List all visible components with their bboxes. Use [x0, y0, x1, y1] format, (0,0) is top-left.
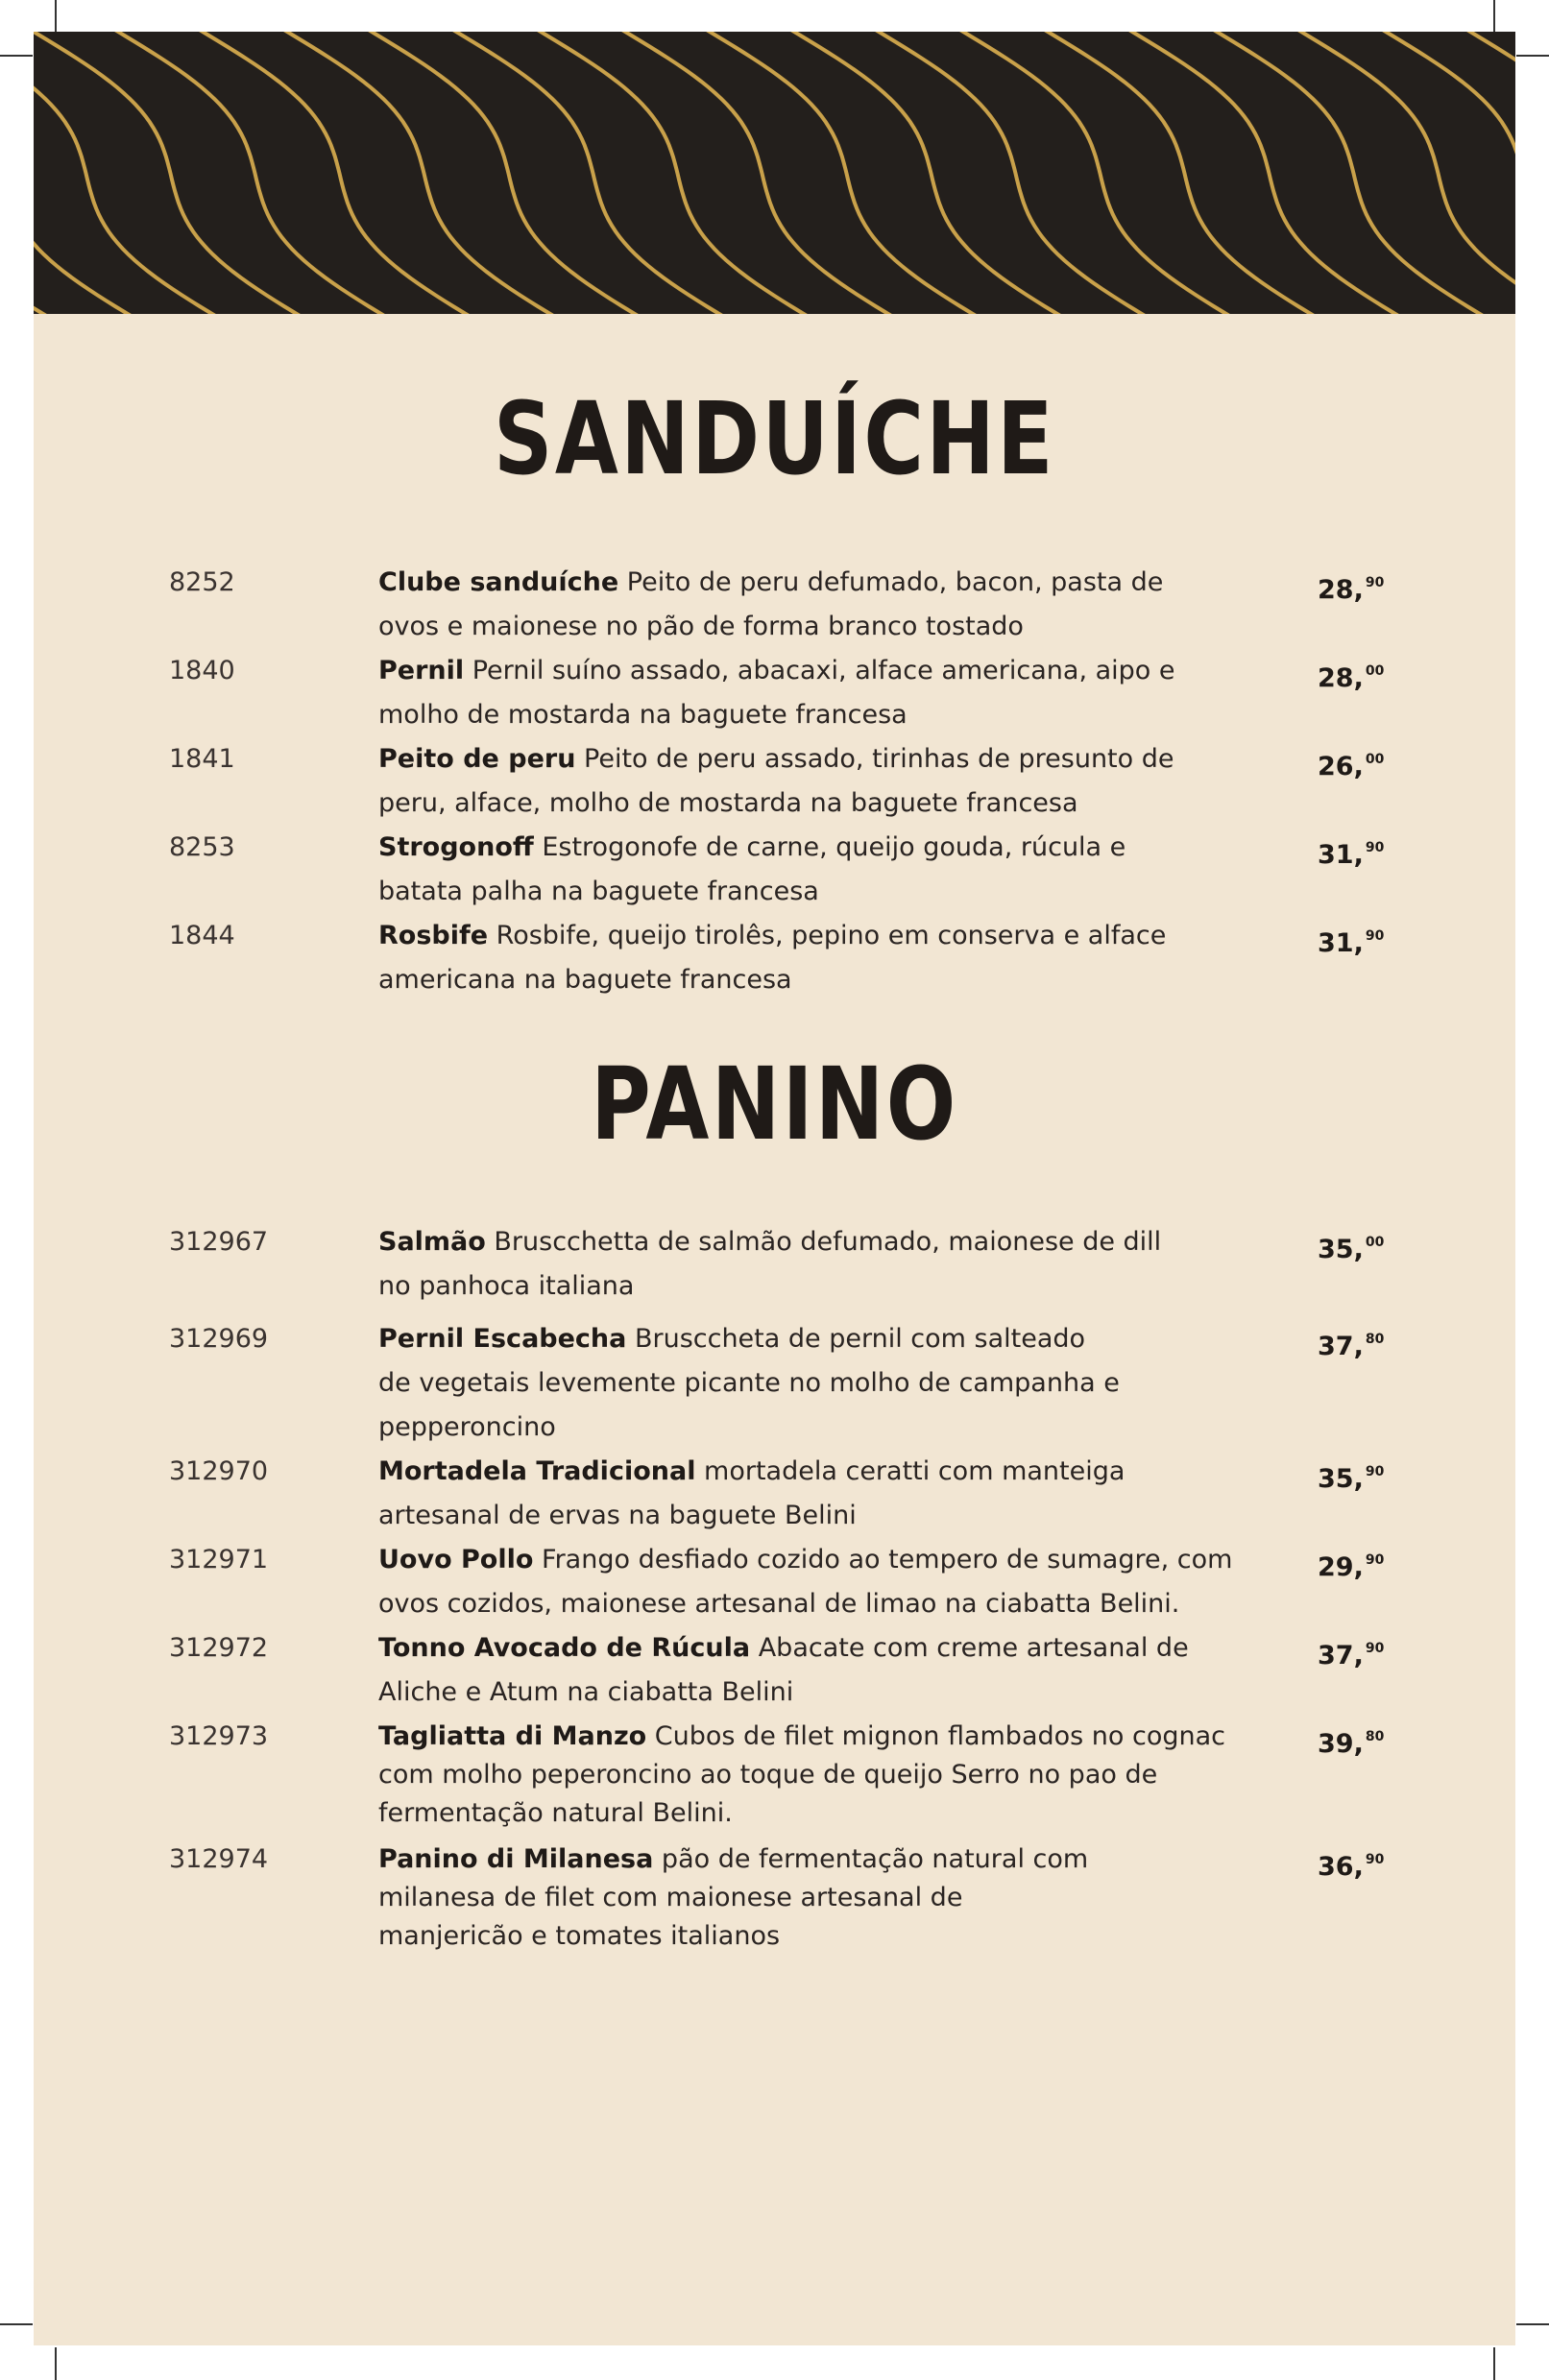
item-code: 8252 [169, 567, 235, 597]
item-desc-line: no panhoca italiana [378, 1271, 635, 1301]
item-description [378, 1317, 1243, 1450]
price-dec: 90 [1365, 1552, 1385, 1568]
wave-line [678, 32, 998, 314]
item-price [1318, 1450, 1384, 1502]
price-int: 31, [1318, 928, 1364, 958]
item-price [1318, 737, 1384, 789]
item-name: Pernil [378, 656, 465, 685]
item-desc-line: fermentação natural Belini. [378, 1798, 733, 1828]
item-price [1318, 1715, 1384, 1767]
item-desc-line: ovos cozidos, maionese artesanal de limao na ciabatta Belini. [378, 1589, 1180, 1619]
item-price [1318, 561, 1384, 613]
crop-mark [1493, 0, 1495, 33]
wave-line [593, 32, 913, 314]
item-name: Salmão [378, 1227, 486, 1257]
item-name: Strogonoff [378, 832, 534, 862]
item-description [378, 1220, 1243, 1309]
item-name: Peito de peru [378, 744, 576, 774]
item-description [378, 914, 1243, 1002]
price-dec: 80 [1365, 1332, 1385, 1347]
price-int: 37, [1318, 1332, 1364, 1361]
menu-page [34, 32, 1515, 2345]
item-code: 312973 [169, 1721, 269, 1751]
price-int: 26, [1318, 752, 1364, 781]
crop-mark [0, 55, 33, 57]
item-desc-line: milanesa de filet com maionese artesanal de [378, 1883, 963, 1912]
item-desc-line: mortadela ceratti com manteiga [695, 1456, 1125, 1486]
item-name: Rosbife [378, 921, 489, 950]
item-code: 312969 [169, 1324, 269, 1354]
price-int: 39, [1318, 1729, 1364, 1759]
section-title-sanduiche: SANDUÍCHE [494, 380, 1055, 497]
item-price [1318, 1220, 1384, 1272]
item-price [1318, 914, 1384, 966]
price-int: 29, [1318, 1552, 1364, 1582]
item-desc-line: de vegetais levemente picante no molho de campanha e [378, 1368, 1120, 1398]
item-description [378, 826, 1243, 914]
price-int: 28, [1318, 575, 1364, 605]
item-desc-line: Bruscchetta de salmão defumado, maionese de dill [485, 1227, 1162, 1257]
item-desc-line: artesanal de ervas na baguete Belini [378, 1501, 857, 1530]
item-desc-line: pão de fermentação natural com [653, 1844, 1089, 1874]
item-name: Pernil Escabecha [378, 1324, 627, 1354]
wave-line [847, 32, 1167, 314]
wave-line [255, 32, 575, 314]
item-desc-line: manjericão e tomates italianos [378, 1921, 781, 1951]
item-name: Uovo Pollo [378, 1545, 534, 1575]
item-desc-line: Rosbife, queijo tirolês, pepino em conserva e alface [488, 921, 1167, 950]
item-code: 1840 [169, 656, 235, 685]
price-int: 36, [1318, 1852, 1364, 1882]
wave-line [1101, 32, 1420, 314]
crop-mark [0, 2323, 33, 2325]
wave-line [1270, 32, 1515, 314]
price-dec: 00 [1365, 1235, 1385, 1250]
wave-line [171, 32, 491, 314]
item-desc-line: Estrogonofe de carne, queijo gouda, rúcula e [533, 832, 1126, 862]
item-description [378, 561, 1243, 649]
wave-line [424, 32, 744, 314]
wave-line [340, 32, 660, 314]
price-dec: 80 [1365, 1729, 1385, 1744]
price-dec: 90 [1365, 1852, 1385, 1867]
item-name: Panino di Milanesa [378, 1844, 654, 1874]
price-dec: 90 [1365, 1641, 1385, 1656]
section-title-panino: PANINO [591, 1046, 958, 1163]
item-code: 312974 [169, 1844, 269, 1874]
wave-line [34, 32, 322, 314]
item-price [1318, 826, 1384, 877]
price-dec: 00 [1365, 752, 1385, 767]
item-code: 8253 [169, 832, 235, 862]
wave-line [1185, 32, 1505, 314]
crop-mark [1516, 55, 1549, 57]
item-desc-line: Peito de peru defumado, bacon, pasta de [618, 567, 1164, 597]
crop-mark [55, 0, 57, 33]
item-desc-line: Abacate com creme artesanal de [750, 1633, 1189, 1663]
price-dec: 90 [1365, 928, 1385, 944]
item-description [378, 1626, 1243, 1715]
wave-pattern [34, 32, 1515, 314]
item-name: Tagliatta di Manzo [378, 1721, 647, 1751]
price-dec: 90 [1365, 840, 1385, 855]
price-dec: 90 [1365, 1464, 1385, 1479]
item-price [1318, 1538, 1384, 1590]
item-code: 312972 [169, 1633, 269, 1663]
item-description [378, 1538, 1243, 1626]
item-desc-line: com molho peperoncino ao toque de queijo Serro no pao de [378, 1760, 1158, 1790]
price-int: 35, [1318, 1235, 1364, 1264]
item-desc-line: pepperoncino [378, 1412, 556, 1442]
item-code: 1841 [169, 744, 235, 774]
item-desc-line: peru, alface, molho de mostarda na baguete francesa [378, 788, 1078, 818]
item-name: Mortadela Tradicional [378, 1456, 696, 1486]
item-description [378, 737, 1243, 826]
item-desc-line: Pernil suíno assado, abacaxi, alface americana, aipo e [464, 656, 1175, 685]
wave-line [509, 32, 829, 314]
wave-line [86, 32, 406, 314]
price-dec: 90 [1365, 575, 1385, 590]
item-price [1318, 1626, 1384, 1678]
item-code: 312967 [169, 1227, 269, 1257]
item-code: 312971 [169, 1545, 269, 1575]
item-desc-line: americana na baguete francesa [378, 965, 792, 995]
wave-banner [34, 32, 1515, 314]
wave-line [932, 32, 1251, 314]
item-desc-line: Peito de peru assado, tirinhas de presunto de [575, 744, 1174, 774]
item-code: 1844 [169, 921, 235, 950]
wave-line [762, 32, 1082, 314]
item-name: Tonno Avocado de Rúcula [378, 1633, 751, 1663]
item-desc-line: ovos e maionese no pão de forma branco tostado [378, 612, 1024, 641]
item-name: Clube sanduíche [378, 567, 619, 597]
crop-mark [55, 2347, 57, 2380]
item-desc-line: batata palha na baguete francesa [378, 877, 819, 906]
item-description [378, 649, 1243, 737]
item-desc-line: Aliche e Atum na ciabatta Belini [378, 1677, 794, 1707]
price-int: 31, [1318, 840, 1364, 870]
price-int: 37, [1318, 1641, 1364, 1671]
price-dec: 00 [1365, 663, 1385, 679]
item-desc-line: Bruscchetа de pernil com salteado [626, 1324, 1086, 1354]
item-price [1318, 649, 1384, 701]
item-desc-line: Frango desfiado cozido ao tempero de sumagre, com [533, 1545, 1233, 1575]
item-price [1318, 1838, 1384, 1889]
item-price [1318, 1317, 1384, 1369]
item-code: 312970 [169, 1456, 269, 1486]
crop-mark [1493, 2347, 1495, 2380]
wave-line [1354, 32, 1515, 314]
item-description [378, 1840, 1243, 1956]
price-int: 28, [1318, 663, 1364, 693]
item-description [378, 1718, 1243, 1833]
item-description [378, 1450, 1243, 1538]
item-desc-line: molho de mostarda na baguete francesa [378, 700, 908, 730]
crop-mark [1516, 2323, 1549, 2325]
wave-line [34, 32, 153, 314]
wave-line [1016, 32, 1336, 314]
price-int: 35, [1318, 1464, 1364, 1494]
item-desc-line: Cubos de filet mignon flambados no cognac [646, 1721, 1226, 1751]
